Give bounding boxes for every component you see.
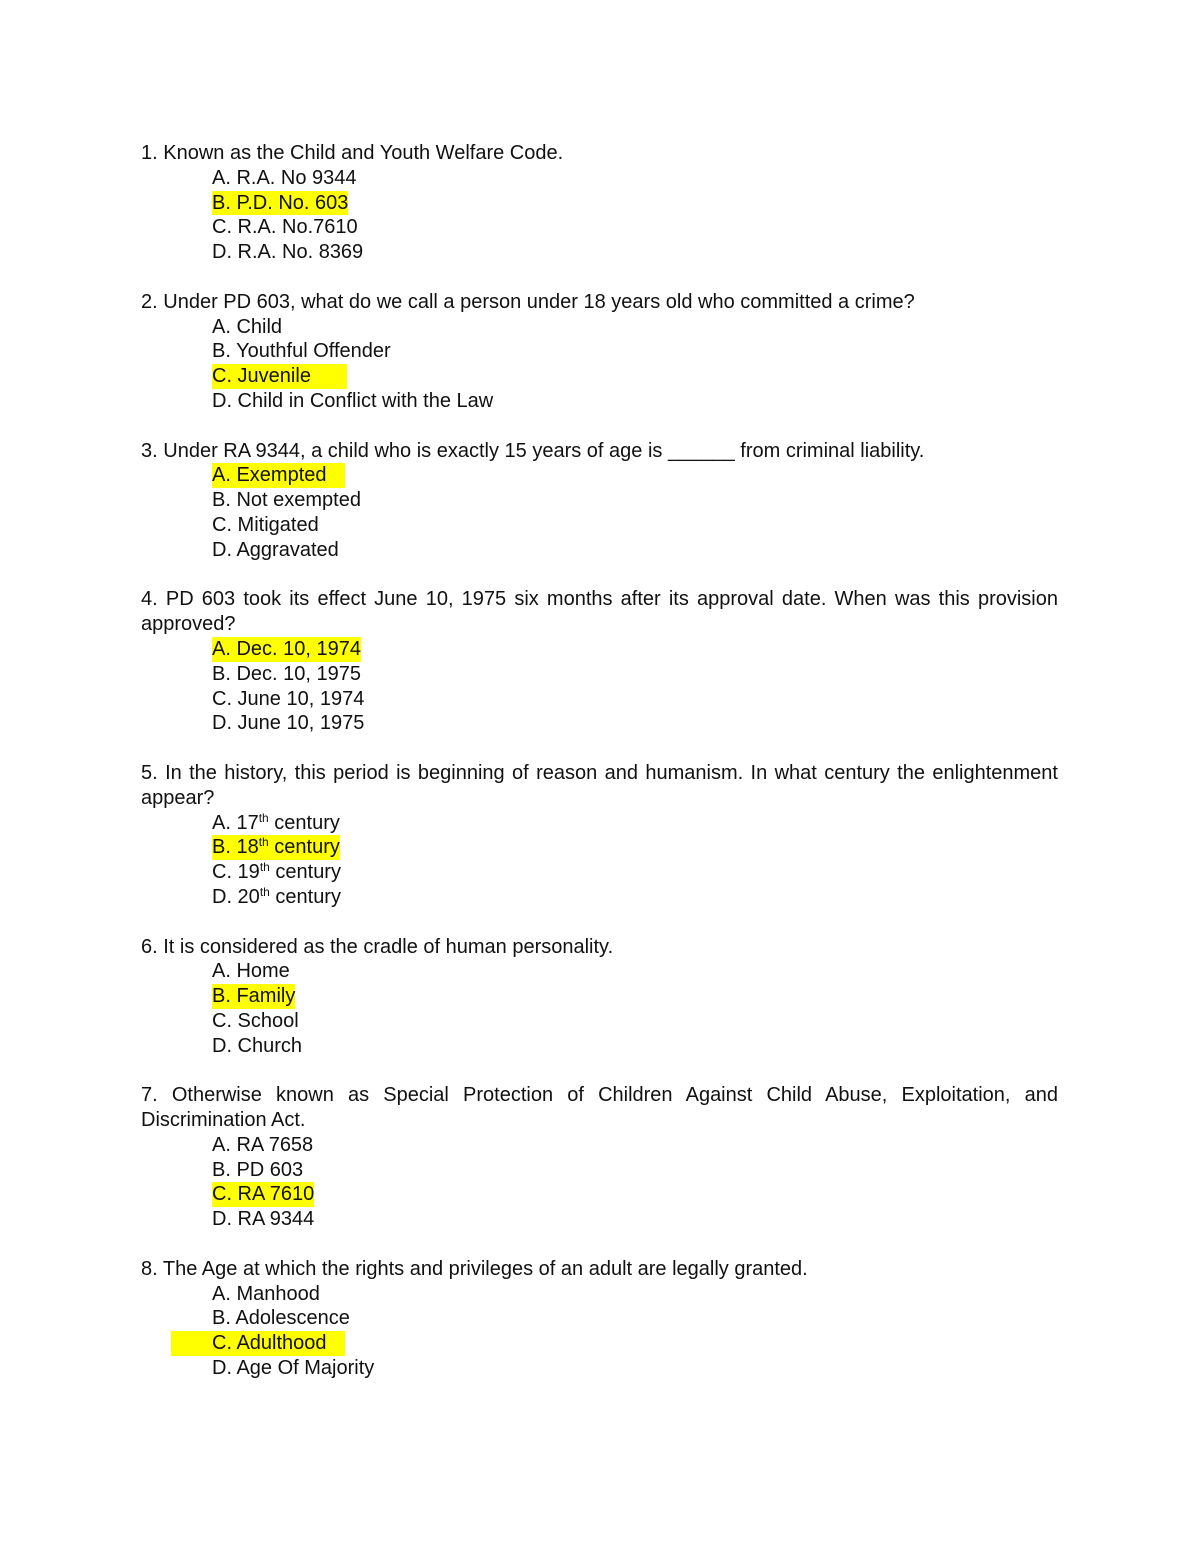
question-number: 1. [141,142,158,164]
option-c [141,1182,1058,1207]
question-number: 6. [141,935,158,958]
option-b [141,488,1058,513]
question-text: Otherwise known as Special Protection of Children Against Child Abuse, Exploitation, and Discrimination Act. [141,1084,1058,1132]
option-text [212,811,340,836]
option-b [141,339,1058,364]
answer-options [141,1282,1058,1381]
question-2 [141,290,1058,414]
question-number: 4. [141,588,158,611]
option-text: C. June 10, 1974 [212,687,365,710]
option-d [141,1034,1058,1059]
question-number: 2. [141,290,158,313]
option-text-highlighted: C. Adulthood [171,1331,345,1356]
option-prefix: D. 20 [212,885,260,908]
option-text-highlighted: A. Exempted [212,463,345,488]
option-d [141,1207,1058,1232]
option-text: D. Child in Conflict with the Law [212,389,494,412]
option-a [141,166,1058,191]
option-c [141,215,1058,240]
option-c [141,1009,1058,1034]
option-d [141,711,1058,736]
option-text: A. R.A. No 9344 [212,166,357,189]
option-text-highlighted: A. Dec. 10, 1974 [212,637,361,660]
option-text: A. Home [212,960,290,983]
option-b [141,1158,1058,1183]
ordinal-suffix: th [259,884,270,899]
option-b [141,662,1058,687]
answer-options [141,811,1058,910]
option-text: A. RA 7658 [212,1133,314,1156]
answer-options [141,166,1058,265]
question-text: Known as the Child and Youth Welfare Code. [163,142,564,164]
question-stem [141,141,1058,166]
question-stem [141,587,1058,637]
question-1 [141,141,1058,265]
question-6 [141,935,1058,1059]
option-c [141,687,1058,712]
ordinal-suffix: th [259,860,270,875]
option-a [141,1282,1058,1307]
question-number: 7. [141,1084,158,1107]
question-number: 8. [141,1257,158,1280]
option-text [212,860,341,885]
option-suffix: century [268,811,340,834]
option-b [141,191,1058,216]
option-text: D. June 10, 1975 [212,712,365,735]
question-number: 3. [141,439,158,462]
ordinal-suffix: th [258,810,269,825]
option-suffix: century [269,885,341,908]
question-text: Under RA 9344, a child who is exactly 15 years of age is ______ from criminal liability. [163,439,925,462]
option-a [141,811,1058,836]
option-a [141,1133,1058,1158]
option-text: B. Adolescence [212,1307,350,1330]
option-d [141,1356,1058,1381]
option-prefix: B. 18 [212,836,259,859]
option-text: B. PD 603 [212,1158,304,1181]
question-8 [141,1257,1058,1381]
answer-options [141,315,1058,414]
option-text: C. School [212,1009,299,1032]
option-text-highlighted: B. Family [212,985,296,1008]
question-7 [141,1083,1058,1232]
question-list [141,141,1058,1406]
option-c [141,860,1058,885]
option-text-highlighted: C. Juvenile [212,364,347,389]
option-c [141,364,1058,389]
option-c [141,513,1058,538]
option-d [141,389,1058,414]
option-a [141,315,1058,340]
option-d [141,885,1058,910]
question-4 [141,587,1058,736]
question-text: It is considered as the cradle of human personality. [163,935,614,958]
question-stem [141,761,1058,811]
option-text: A. Child [212,315,283,338]
answer-options [141,637,1058,736]
option-text-highlighted: C. RA 7610 [212,1183,315,1206]
option-text [212,885,341,910]
option-a [141,959,1058,984]
question-stem [141,290,1058,315]
option-text: D. Church [212,1034,303,1057]
option-text: D. R.A. No. 8369 [212,241,364,264]
option-suffix: century [269,861,341,884]
question-text: The Age at which the rights and privileges of an adult are legally granted. [162,1257,808,1280]
question-3 [141,439,1058,563]
option-text: B. Dec. 10, 1975 [212,662,361,685]
option-b [141,984,1058,1009]
option-text: A. Manhood [212,1282,320,1305]
option-text: C. R.A. No.7610 [212,216,358,239]
option-a [141,637,1058,662]
option-b [141,1306,1058,1331]
ordinal-suffix: th [258,835,269,850]
option-text: B. Youthful Offender [212,340,391,363]
answer-options [141,959,1058,1058]
option-prefix: A. 17 [212,811,259,834]
option-text-highlighted: B. P.D. No. 603 [212,191,349,214]
answer-options [141,1133,1058,1232]
question-stem [141,1083,1058,1133]
question-5 [141,761,1058,910]
option-prefix: C. 19 [212,861,260,884]
option-a [141,463,1058,488]
option-text: D. RA 9344 [212,1208,315,1231]
question-stem [141,439,1058,464]
option-d [141,538,1058,563]
question-text: PD 603 took its effect June 10, 1975 six months after its approval date. When was this provision approved? [141,588,1058,636]
option-d [141,240,1058,265]
option-c [141,1331,1058,1356]
question-text: In the history, this period is beginning of reason and humanism. In what century the enlightenment appear? [141,761,1058,809]
question-text: Under PD 603, what do we call a person under 18 years old who committed a crime? [163,290,915,313]
option-text: B. Not exempted [212,489,361,512]
answer-options [141,463,1058,562]
option-text: D. Age Of Majority [212,1357,375,1380]
question-number: 5. [141,761,158,784]
question-stem [141,1257,1058,1282]
option-text: C. Mitigated [212,513,319,536]
option-text-highlighted [212,835,340,860]
option-suffix: century [268,836,340,859]
question-stem [141,935,1058,960]
option-text: D. Aggravated [212,538,339,561]
option-b [141,835,1058,860]
